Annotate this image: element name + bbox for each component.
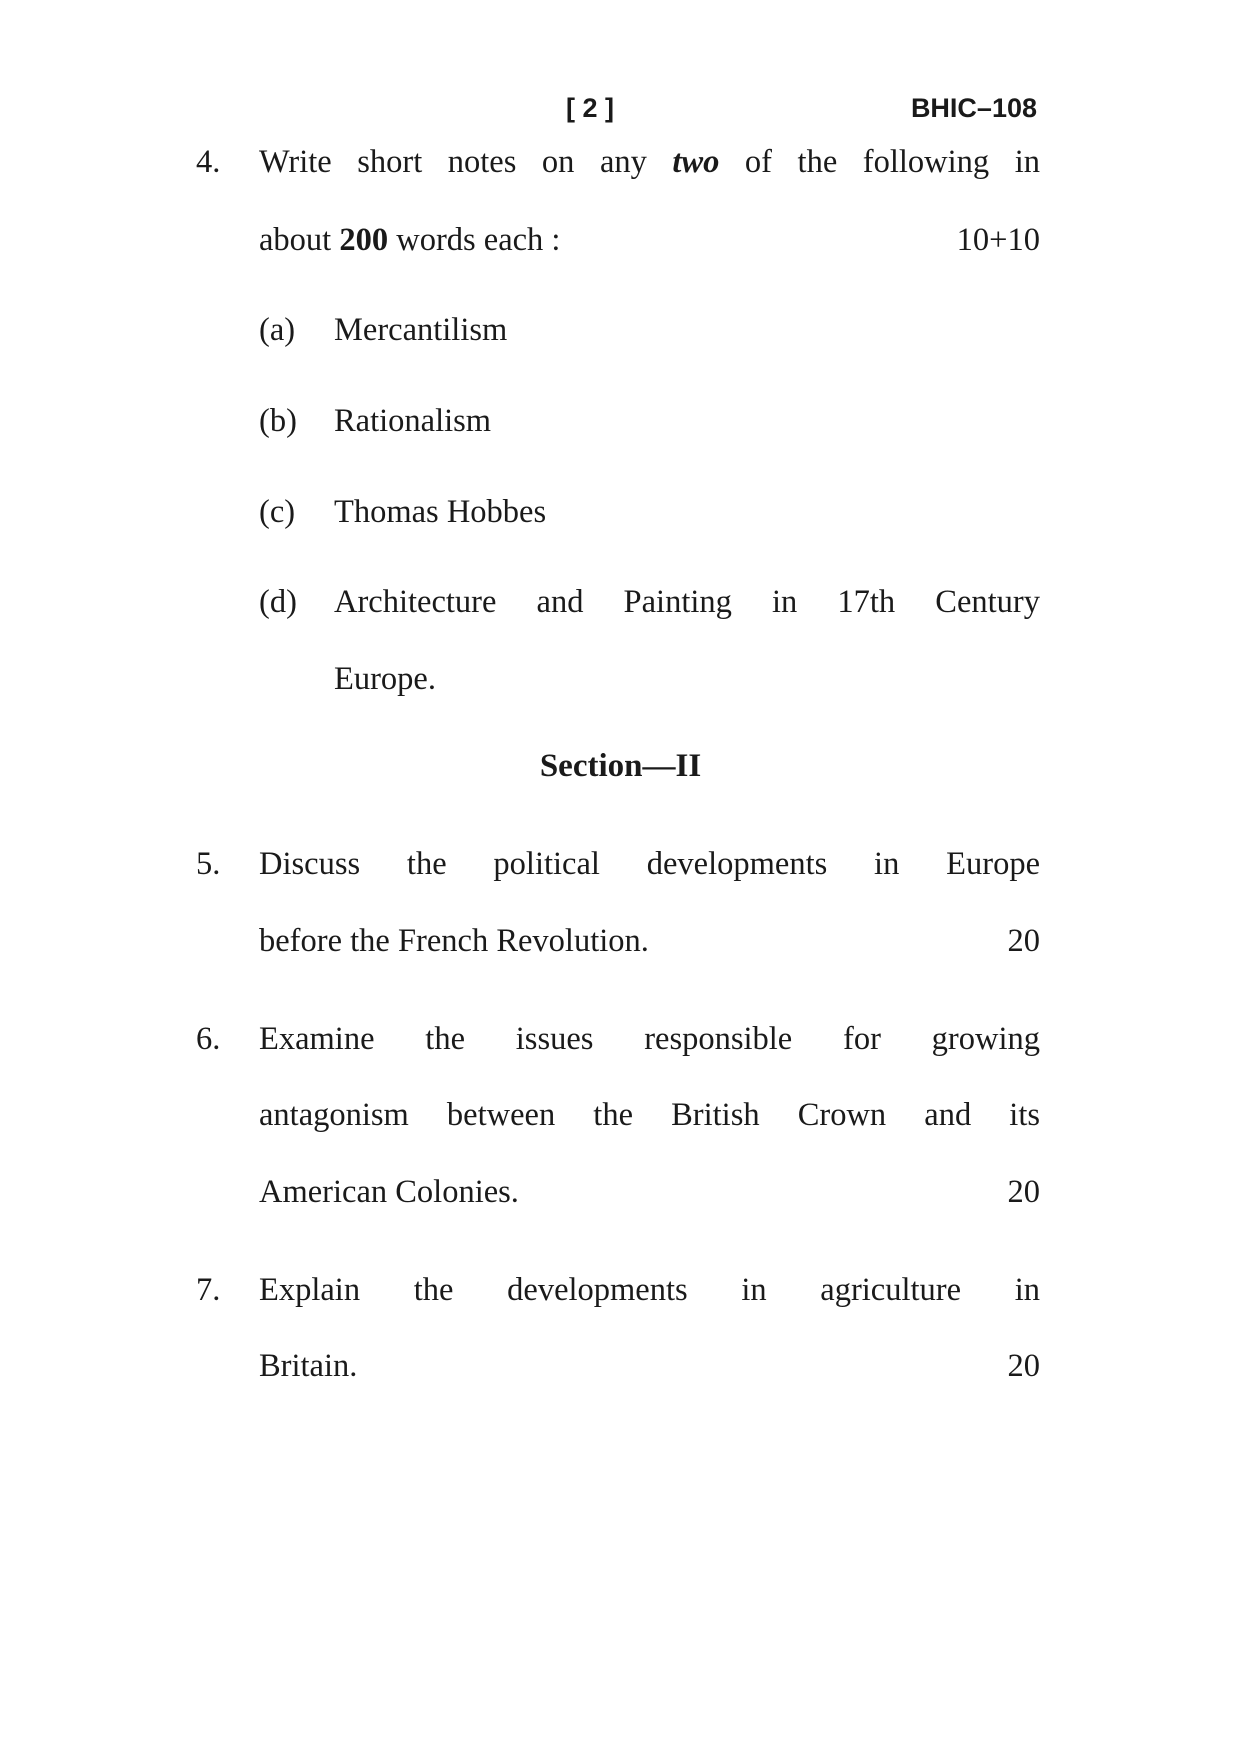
question-5-marks: 20 (1007, 923, 1040, 959)
question-number: 5. (196, 846, 221, 882)
question-5-line-2: before the French Revolution. (259, 923, 649, 959)
sub-item-label: (a) (259, 312, 296, 348)
sub-item-text: Rationalism (334, 403, 492, 439)
question-number: 4. (196, 144, 221, 180)
question-6-marks: 20 (1007, 1174, 1040, 1210)
section-title: Section—II (539, 748, 702, 784)
sub-item-text-continued: Europe. (334, 661, 436, 697)
paper-code: BHIC–108 (910, 93, 1037, 123)
question-4-marks: 10+10 (956, 222, 1040, 258)
question-number: 6. (196, 1021, 221, 1057)
question-6-line-1: Examine the issues responsible for growing (259, 1021, 1040, 1057)
sub-item-text: Thomas Hobbes (334, 494, 547, 530)
question-7-marks: 20 (1007, 1348, 1040, 1384)
sub-item-text: Architecture and Painting in 17th Century (334, 584, 1040, 620)
sub-item-label: (d) (259, 584, 297, 620)
sub-item-label: (b) (259, 403, 297, 439)
question-5-line-1: Discuss the political developments in Europe (259, 846, 1040, 882)
sub-item-text: Mercantilism (334, 312, 508, 348)
question-4-line-2: about 200 words each : (259, 222, 561, 258)
question-number: 7. (196, 1272, 221, 1308)
question-7-line-1: Explain the developments in agriculture in (259, 1272, 1040, 1308)
question-6-line-3: American Colonies. (259, 1174, 519, 1210)
sub-item-label: (c) (259, 494, 296, 530)
page-number: [ 2 ] (565, 93, 614, 123)
question-7-line-2: Britain. (259, 1348, 358, 1384)
question-4-line-1: Write short notes on any two of the following in (259, 144, 1040, 180)
question-6-line-2: antagonism between the British Crown and its (259, 1097, 1040, 1133)
word-count: 200 (339, 222, 389, 258)
emphasis-two: two (672, 144, 720, 180)
